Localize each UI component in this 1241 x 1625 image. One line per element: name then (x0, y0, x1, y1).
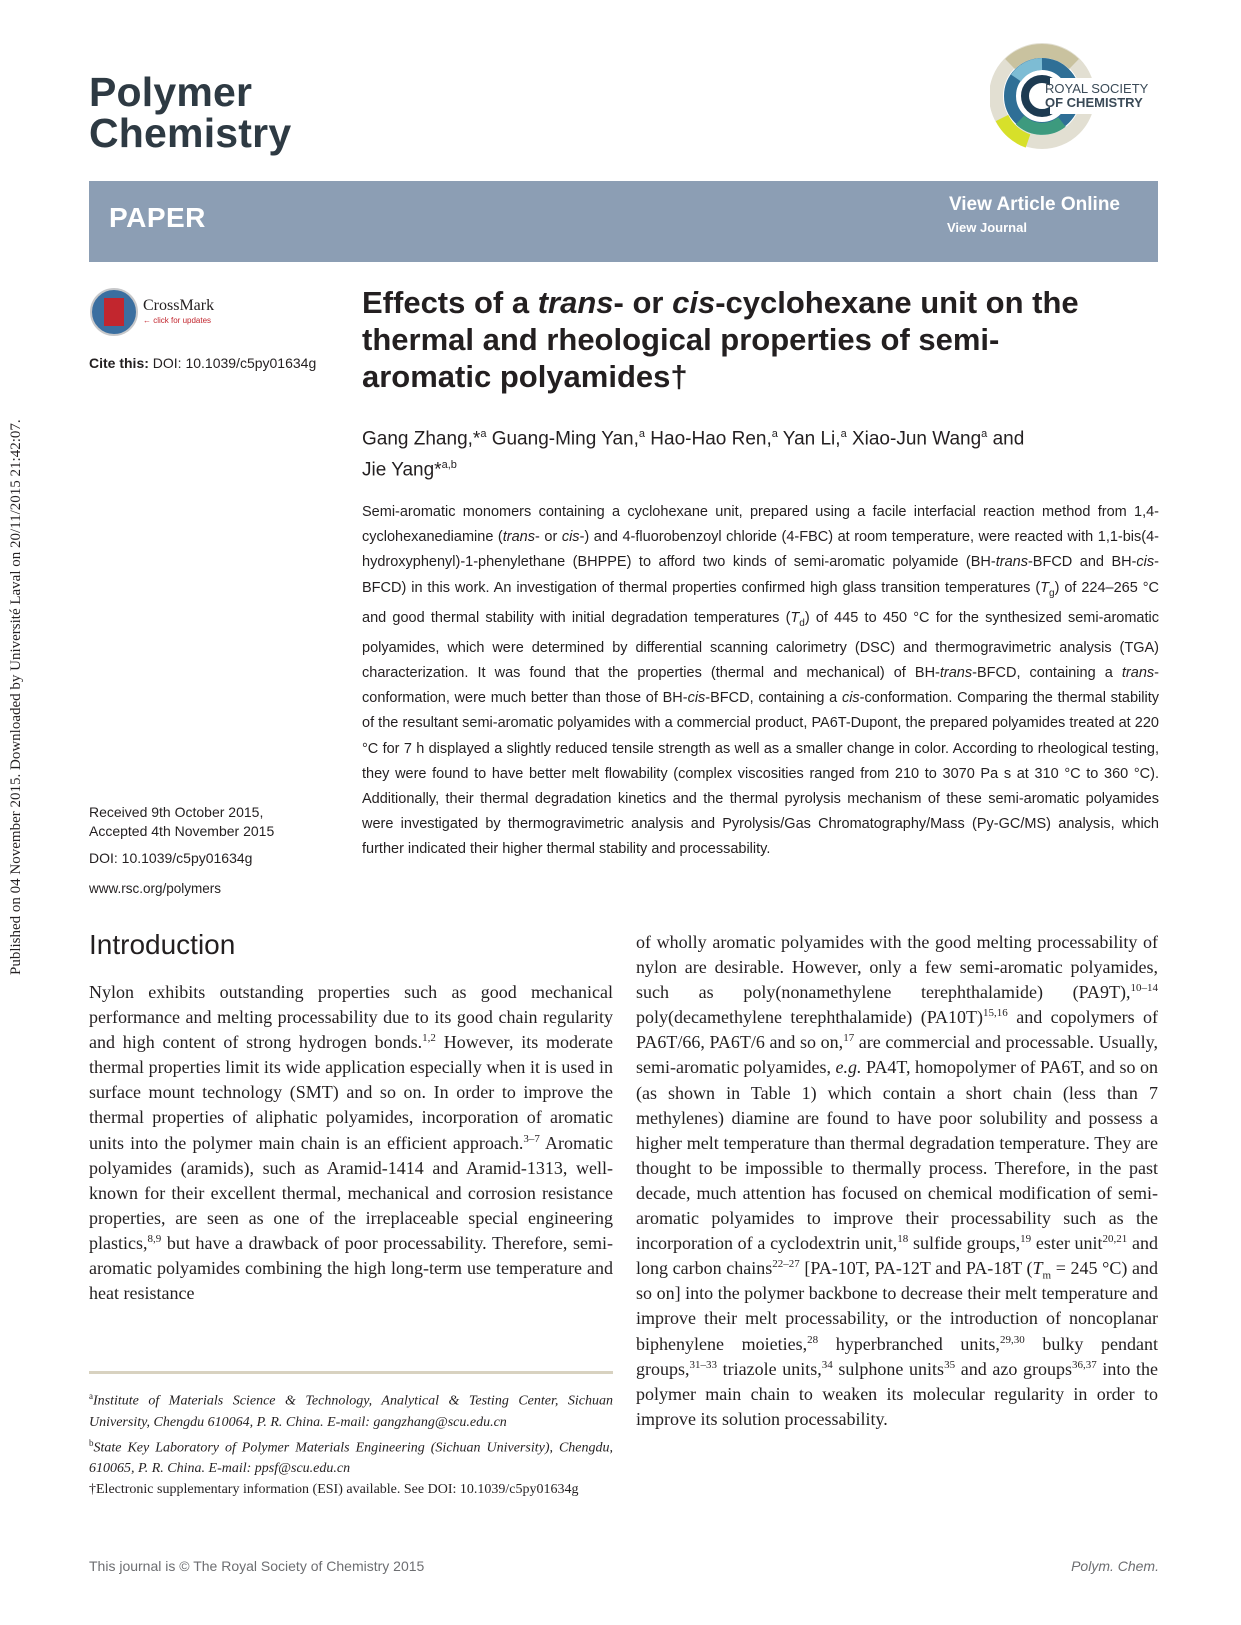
footer-copyright: This journal is © The Royal Society of Chemistry 2015 (89, 1558, 425, 1574)
cite-this-label: Cite this: (89, 355, 149, 371)
affiliation-a: $^a$Institute of Materials Science & Technology, Analytical & Testing Center, Sichuan University, Chengdu 610064, P. R. China. E-mail: gangzhang@scu.edu.cn (89, 1391, 613, 1430)
article-title: Effects of a trans- or cis-cyclohexane unit on the thermal and rheological properties of semi-aromatic polyamides† (362, 285, 1079, 394)
introduction-right-column: of wholly aromatic polyamides with the good melting processability of nylon are desirable. However, only a few semi-aromatic polyamides, such as poly(nonamethylene terephthalamide) (PA9T),$^{10-14}$ poly(decamethylene terephthalamide) $(PA10T)^{15,16}$ and copolymers of PA6T/66, PA6T/6 and so on,$^{17}$ are commercial and processable. Usually, semi-aromatic polyamides, e.g. PA4T, homopolymer of PA6T, and so on (as shown in Table 1) which contain a short chain (less than 7 methylenes) diamine are found to have poor solubility and possess a higher melt temperature than thermal degradation temperature. They are thought to be impossible to thermally process. Therefore, in the past decade, much attention has focused on chemical modification of semi-aromatic polyamides to improve their processability such as the incorporation of a cyclodextrin unit,$^{18}$ sulfide groups,$^{19}$ ester unit$^{20,21}$ and long carbon chains$^{22-27}$ [PA-10T, PA-12T and PA-18T ($T_m = 245$ °C) and so on] into the polymer backbone to decrease their melt temperature and improve their melt processability, or the introduction of noncoplanar biphenylene moieties,$^{28}$ hyperbranched units,$^{29,30}$ bulky pendant groups,$^{31-33}$ triazole units,$^{34}$ sulphone units$^{35}$ and azo groups$^{36,37}$ into the polymer main chain to weaken its molecular regularity in order to improve its solution processability. (636, 932, 1159, 1429)
crossmark-icon (90, 288, 138, 336)
citation-ref[interactable]: 28 (807, 1333, 819, 1346)
citation-ref[interactable]: 15,16 (983, 1007, 1008, 1020)
citation-ref[interactable]: 22–27 (772, 1258, 800, 1271)
affiliation-b: $^b$State Key Laboratory of Polymer Materials Engineering (Sichuan University), Chengdu, 610065, P. R. China. E-mail: ppsf@scu.edu.cn (89, 1437, 613, 1477)
doi-label[interactable]: DOI: 10.1039/c5py01634g (89, 850, 253, 866)
rsc-logo-line2: OF CHEMISTRY (1045, 95, 1143, 110)
esi-note: †Electronic supplementary information (ESI) available. See DOI: 10.1039/c5py01634g (89, 1482, 579, 1498)
footnote-divider (89, 1371, 613, 1374)
footer-journal-abbrev: Polym. Chem. (1071, 1558, 1159, 1574)
citation-ref[interactable]: 18 (897, 1233, 909, 1246)
article-header-bar (89, 181, 1158, 262)
citation-ref[interactable]: 36,37 (1071, 1358, 1097, 1371)
received-date: Received 9th October 2015, (89, 804, 264, 820)
introduction-left-column: Nylon exhibits outstanding properties such as good mechanical performance and melting processability due to its good chain regularity and high content of strong hydrogen bonds.$^{1,2}$ However, its moderate thermal properties limit its wide application especially when it is used in surface mount technology (SMT) and so on. In order to improve the thermal properties of aliphatic polyamides, incorporation of aromatic units into the polymer main chain is an efficient approach.$^{3-7}$ Aromatic polyamides (aramids), such as Aramid-1414 and Aramid-1313, well-known for their excellent thermal, mechanical and corrosion resistance properties, are seen as one of the irreplaceable special engineering plastics,$^{8,9}$ but have a drawback of poor processability. Therefore, semi-aromatic polyamides combining the high long-term use temperature and heat resistance (89, 982, 614, 1304)
crossmark-label: CrossMark (143, 297, 215, 314)
citation-ref[interactable]: 20,21 (1102, 1233, 1128, 1246)
abstract: Semi-aromatic monomers containing a cyclohexane unit, prepared using a facile interfacial reaction method from 1,4-cyclohexanediamine (trans- or cis-) and 4-fluorobenzoyl chloride (4-FBC) at room temperature, were reacted with 1,1-bis(4-hydroxyphenyl)-1-phenylethane (BHPPE) to afford two kinds of semi-aromatic polyamide (BH-trans-BFCD and BH-cis-BFCD) in this work. An investigation of thermal properties confirmed high glass transition temperatures $(T_g)$ of 224–265 °C and good thermal stability with initial degradation temperatures $(T_d)$ of 445 to 450 °C for the synthesized semi-aromatic polyamides, which were determined by differential scanning calorimetry (DSC) and thermogravimetric analysis (TGA) characterization. It was found that the properties (thermal and mechanical) of BH-trans-BFCD, containing a trans-conformation, were much better than those of BH-cis-BFCD, containing a cis-conformation. Comparing the thermal stability of the resultant semi-aromatic polyamides with a commercial product, PA6T-Dupont, the prepared polyamides treated at 220 °C for 7 h displayed a slightly reduced tensile strength as well as a smaller change in color. According to rheological testing, they were found to have better melt flowability (complex viscosities ranged from 210 to 3070 Pa s at 310 °C to 360 °C). Additionally, their thermal degradation kinetics and the thermal pyrolysis mechanism of these semi-aromatic polyamides were investigated by thermogravimetric analysis and Pyrolysis/Gas Chromatography/Mass (Py-GC/MS) analysis, which further indicated their higher thermal stability and processability. (362, 504, 1160, 858)
cite-this (89, 355, 316, 371)
journal-url-link[interactable]: www.rsc.org/polymers (89, 881, 222, 896)
crossmark-badge[interactable] (90, 288, 230, 338)
citation-ref[interactable]: 17 (843, 1032, 855, 1045)
citation-ref[interactable]: 8,9 (147, 1232, 162, 1245)
citation-ref[interactable]: 35 (944, 1358, 956, 1371)
crossmark-sublabel: ← click for updates (143, 316, 212, 325)
citation-ref[interactable]: 34 (821, 1358, 833, 1371)
citation-ref[interactable]: 10–14 (1130, 982, 1158, 995)
journal-title[interactable] (89, 69, 292, 156)
citation-ref[interactable]: 3–7 (523, 1132, 540, 1145)
accepted-date: Accepted 4th November 2015 (89, 823, 275, 839)
cite-this-doi[interactable]: DOI: 10.1039/c5py01634g (152, 355, 317, 371)
journal-title-line1: Polymer (89, 69, 253, 115)
citation-ref[interactable]: 31–33 (689, 1358, 717, 1371)
footnotes (89, 1386, 613, 1500)
citation-ref[interactable]: 19 (1020, 1233, 1032, 1246)
citation-ref[interactable]: 1,2 (422, 1032, 436, 1045)
section-heading-introduction: Introduction (89, 929, 236, 960)
author-list: Gang Zhang,*$^a$ Guang-Ming Yan,$^a$ Hao-Hao Ren,$^a$ Yan Li,$^a$ Xiao-Jun Wang$^a$ and Jie Yang*$^{a,b}$ (362, 428, 1025, 481)
rsc-logo-line1: ROYAL SOCIETY (1045, 81, 1149, 96)
received-dates (89, 803, 274, 841)
journal-title-line2: Chemistry (89, 110, 292, 156)
citation-ref[interactable]: 29,30 (999, 1333, 1025, 1346)
view-journal-link[interactable]: View Journal (947, 220, 1027, 235)
view-article-online-link[interactable]: View Article Online (948, 194, 1120, 215)
article-type-label: PAPER (109, 202, 206, 233)
rsc-logo[interactable] (990, 40, 1162, 152)
download-stamp: Published on 04 November 2015. Downloaded by Université Laval on 20/11/2015 21:42:07. (8, 419, 24, 975)
